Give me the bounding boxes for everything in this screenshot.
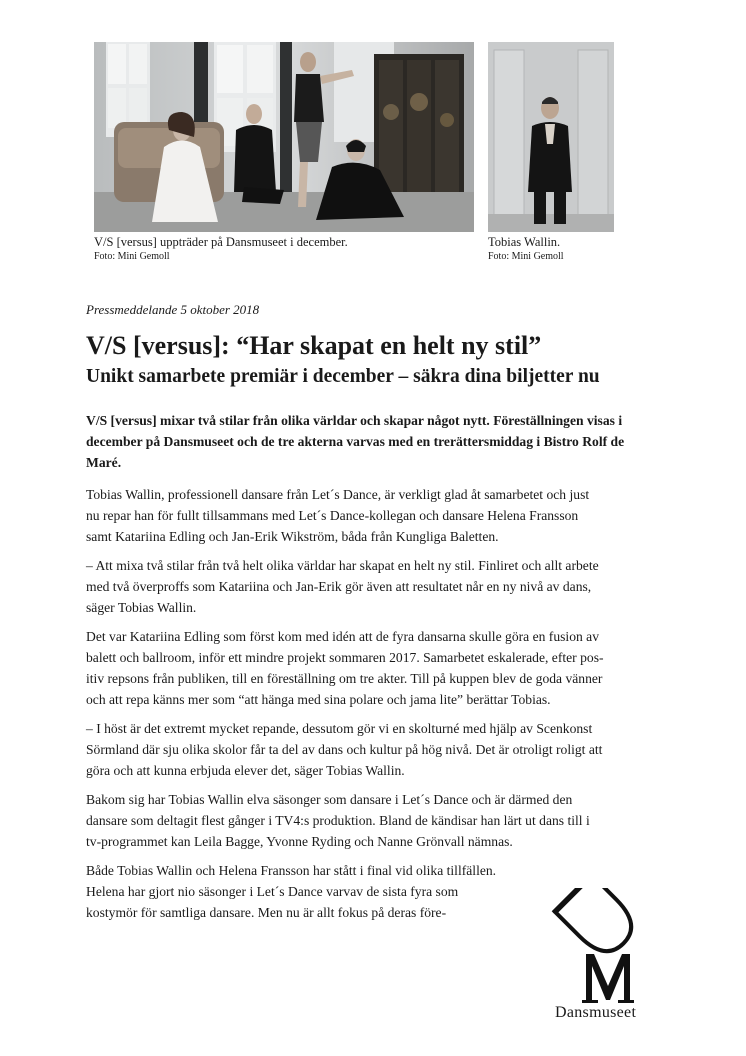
main-photo-credit: Foto: Mini Gemoll (94, 251, 170, 262)
body-line: – Att mixa två stilar från två helt olika världar har skapat en helt ny stil. Finliret och allt arbete (86, 558, 599, 573)
logo-wordmark: Dansmuseet (555, 1004, 637, 1021)
lead-paragraph: V/S [versus] mixar två stilar från olika världar och skapar något nytt. Föreställningen visas i december på Dansmuseet och de tre akterna varvas med en trerättersmiddag i Bistro Rolf de Maré. (86, 413, 625, 470)
portrait-photo (488, 42, 614, 232)
press-release-date: Pressmeddelande 5 oktober 2018 (86, 302, 260, 317)
body-line: dansare som deltagit flest gånger i TV4:s produktion. Bland de kändisar han lärt ut dans till i (86, 813, 590, 828)
portrait-credit: Foto: Mini Gemoll (488, 251, 564, 262)
body-line: itiv repsons från publiken, till en föreställning om tre akter. Till på kuppen blev de goda vänner (86, 671, 603, 686)
body-line: Både Tobias Wallin och Helena Fransson har stått i final vid olika tillfällen. (86, 863, 497, 878)
body-line: – I höst är det extremt mycket repande, dessutom gör vi en skolturné med hjälp av Scenkonst (86, 721, 593, 736)
performers-photo (94, 42, 474, 232)
body-line: och att repa känns mer som “att hänga med sina polare och jama lite” berättar Tobias. (86, 692, 551, 707)
body-paragraph (86, 555, 599, 618)
subheadline: Unikt samarbete premiär i december – säkra dina biljetter nu (86, 366, 600, 387)
body-line: Tobias Wallin, professionell dansare från Let´s Dance, är verkligt glad åt samarbetet och just (86, 487, 590, 502)
body-line: Bakom sig har Tobias Wallin elva säsonger som dansare i Let´s Dance och är därmed den (86, 792, 573, 807)
body-line: samt Katariina Edling och Jan-Erik Wikström, båda från Kungliga Baletten. (86, 529, 499, 544)
portrait-caption: Tobias Wallin. (488, 235, 561, 249)
body-line: Helena har gjort nio säsonger i Let´s Dance varvav de sista fyra som (86, 884, 459, 899)
body-paragraph (86, 626, 604, 710)
body-line: tv-programmet kan Leila Bagge, Yvonne Ryding och Nanne Grönvall nämnas. (86, 834, 513, 849)
body-line: balett och ballroom, inför ett mindre projekt sommaren 2017. Samarbetet eskalerade, efter pos- (86, 650, 604, 665)
body-line: säger Tobias Wallin. (86, 600, 197, 615)
main-photo-caption: V/S [versus] uppträder på Dansmuseet i december. (94, 235, 348, 249)
body-line: kostymör för samtliga dansare. Men nu är allt fokus på deras före- (86, 905, 447, 920)
body-paragraph (86, 484, 589, 547)
body-paragraph (86, 860, 496, 923)
body-line: med två överproffs som Katariina och Jan-Erik gör även att resultatet når en ny nivå av dans, (86, 579, 592, 594)
body-line: göra och att kunna erbjuda elever det, säger Tobias Wallin. (86, 763, 405, 778)
body-line: nu repar han för fullt tillsammans med Let´s Dance-kollegan och dansare Helena Fransson (86, 508, 579, 523)
body-paragraph (86, 789, 590, 852)
body-line: Sörmland där sju olika skolor får ta del av dans och kultur på hög nivå. Det är otroligt roligt att (86, 742, 603, 757)
headline: V/S [versus]: “Har skapat en helt ny stil” (86, 331, 542, 360)
body-line: Det var Katariina Edling som först kom med idén att de fyra dansarna skulle göra en fusion av (86, 629, 600, 644)
body-paragraph (86, 718, 602, 781)
